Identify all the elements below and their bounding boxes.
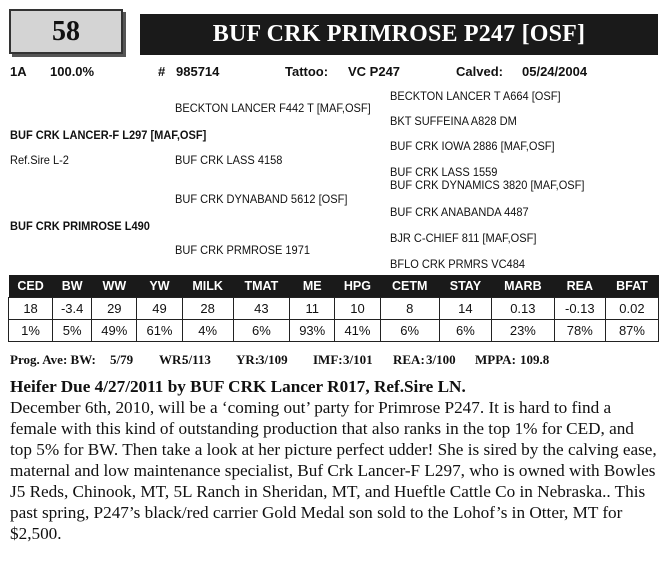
percentage: 100.0% (50, 64, 95, 79)
prog-rea-label: REA: (393, 352, 425, 367)
reg-label: # (158, 64, 166, 79)
pedigree-ref-sire: Ref.Sire L-2 (10, 153, 69, 167)
epd-value: 0.02 (605, 298, 658, 320)
pedigree-g3-5: BUF CRK DYNAMICS 3820 [MAF,OSF] (390, 178, 585, 192)
epd-header: MILK (182, 275, 233, 298)
pedigree-g3-4: BUF CRK LASS 1559 (390, 165, 498, 179)
epd-header: REA (554, 275, 605, 298)
prog-bw: 5/79 (110, 352, 134, 367)
epd-value: 49 (137, 298, 182, 320)
epd-header: STAY (439, 275, 491, 298)
epd-values-row (9, 298, 659, 320)
pedigree-sire: BUF CRK LANCER-F L297 [MAF,OSF] (10, 128, 207, 142)
epd-value: 14 (439, 298, 491, 320)
pedigree-g3-2: BKT SUFFEINA A828 DM (390, 114, 517, 128)
calved-date: 05/24/2004 (522, 64, 588, 79)
epd-value: 0.13 (492, 298, 555, 320)
epd-percentile: 23% (492, 320, 555, 342)
prog-imf-label: IMF: (313, 352, 343, 367)
epd-header: BFAT (605, 275, 658, 298)
epd-header: CETM (380, 275, 439, 298)
epd-percentile: 49% (92, 320, 137, 342)
epd-header: MARB (492, 275, 555, 298)
epd-percentile: 5% (53, 320, 92, 342)
epd-value: 43 (233, 298, 289, 320)
title-bar (140, 14, 658, 55)
prog-imf: 3/101 (343, 352, 373, 367)
prog-wr-label: WR: (159, 352, 186, 367)
prog-mppa: 109.8 (520, 352, 550, 367)
pedigree-sire-dam: BUF CRK LASS 4158 (175, 153, 283, 167)
epd-header: ME (290, 275, 335, 298)
epd-header: YW (137, 275, 182, 298)
epd-percentile: 93% (290, 320, 335, 342)
description-headline: Heifer Due 4/27/2011 by BUF CRK Lancer R017, Ref.Sire LN. (10, 377, 466, 396)
epd-value: 28 (182, 298, 233, 320)
epd-percentile: 6% (439, 320, 491, 342)
epd-table (8, 275, 659, 342)
tattoo-label: Tattoo: (285, 64, 329, 79)
epd-value: 11 (290, 298, 335, 320)
epd-percentile: 87% (605, 320, 658, 342)
epd-value: 10 (335, 298, 380, 320)
epd-percentile: 1% (9, 320, 53, 342)
epd-header: TMAT (233, 275, 289, 298)
prog-yr: 3/109 (258, 352, 288, 367)
epd-value: -3.4 (53, 298, 92, 320)
epd-value: -0.13 (554, 298, 605, 320)
epd-header: HPG (335, 275, 380, 298)
progeny-averages (10, 352, 660, 370)
pedigree-g3-6: BUF CRK ANABANDA 4487 (390, 205, 529, 219)
lot-number: 58 (52, 15, 80, 47)
epd-header: CED (9, 275, 53, 298)
epd-value: 18 (9, 298, 53, 320)
prog-yr-label: YR: (236, 352, 260, 367)
prog-wr: 5/113 (182, 352, 211, 367)
epd-percentile: 4% (182, 320, 233, 342)
epd-percentile: 41% (335, 320, 380, 342)
prog-mppa-label: MPPA: (475, 352, 516, 367)
tattoo-value: VC P247 (348, 64, 401, 79)
registration-code: 1A (10, 64, 27, 79)
pedigree-dam-dam: BUF CRK PRMROSE 1971 (175, 243, 310, 257)
animal-name: BUF CRK PRIMROSE P247 [OSF] (212, 21, 586, 47)
calved-label: Calved: (456, 64, 503, 79)
epd-percentile-row (9, 320, 659, 342)
pedigree-g3-8: BFLO CRK PRMRS VC484 (390, 257, 525, 271)
epd-value: 8 (380, 298, 439, 320)
pedigree-g3-7: BJR C-CHIEF 811 [MAF,OSF] (390, 231, 537, 245)
pedigree-sire-sire: BECKTON LANCER F442 T [MAF,OSF] (175, 101, 371, 115)
epd-percentile: 78% (554, 320, 605, 342)
pedigree-dam-sire: BUF CRK DYNABAND 5612 [OSF] (175, 192, 348, 206)
epd-percentile: 6% (380, 320, 439, 342)
epd-percentile: 61% (137, 320, 182, 342)
lot-number-box (9, 9, 123, 54)
epd-percentile: 6% (233, 320, 289, 342)
epd-value: 29 (92, 298, 137, 320)
epd-header: WW (92, 275, 137, 298)
epd-header-row (9, 275, 659, 298)
prog-bw-label: Prog. Ave: BW: (10, 352, 96, 367)
reg-number: 985714 (176, 64, 220, 79)
pedigree-g3-1: BECKTON LANCER T A664 [OSF] (390, 89, 561, 103)
pedigree-dam: BUF CRK PRIMROSE L490 (10, 219, 150, 233)
description-body: December 6th, 2010, will be a ‘coming out’ party for Primrose P247. It is hard to find a female with this kind of outstanding production that also ranks in the top 1% for CED, and top 5% for BW. Then take a look at her picture perfect udder! She is sired by the calving ease, maternal and low maintenance specialist, Buf Crk Lancer-F L297, who is owned with Bowles J5 Reds, Chinook, MT, 5L Ranch in Sheridan, MT, and Hueftle Cattle Co in Nebraska.. This past spring, P247’s black/red carrier Gold Medal son sold to the Lohof’s in Otter, MT for $2,500. (10, 398, 657, 543)
epd-header: BW (53, 275, 92, 298)
pedigree-g3-3: BUF CRK IOWA 2886 [MAF,OSF] (390, 139, 555, 153)
prog-rea: 3/100 (426, 352, 456, 367)
description (10, 376, 660, 544)
